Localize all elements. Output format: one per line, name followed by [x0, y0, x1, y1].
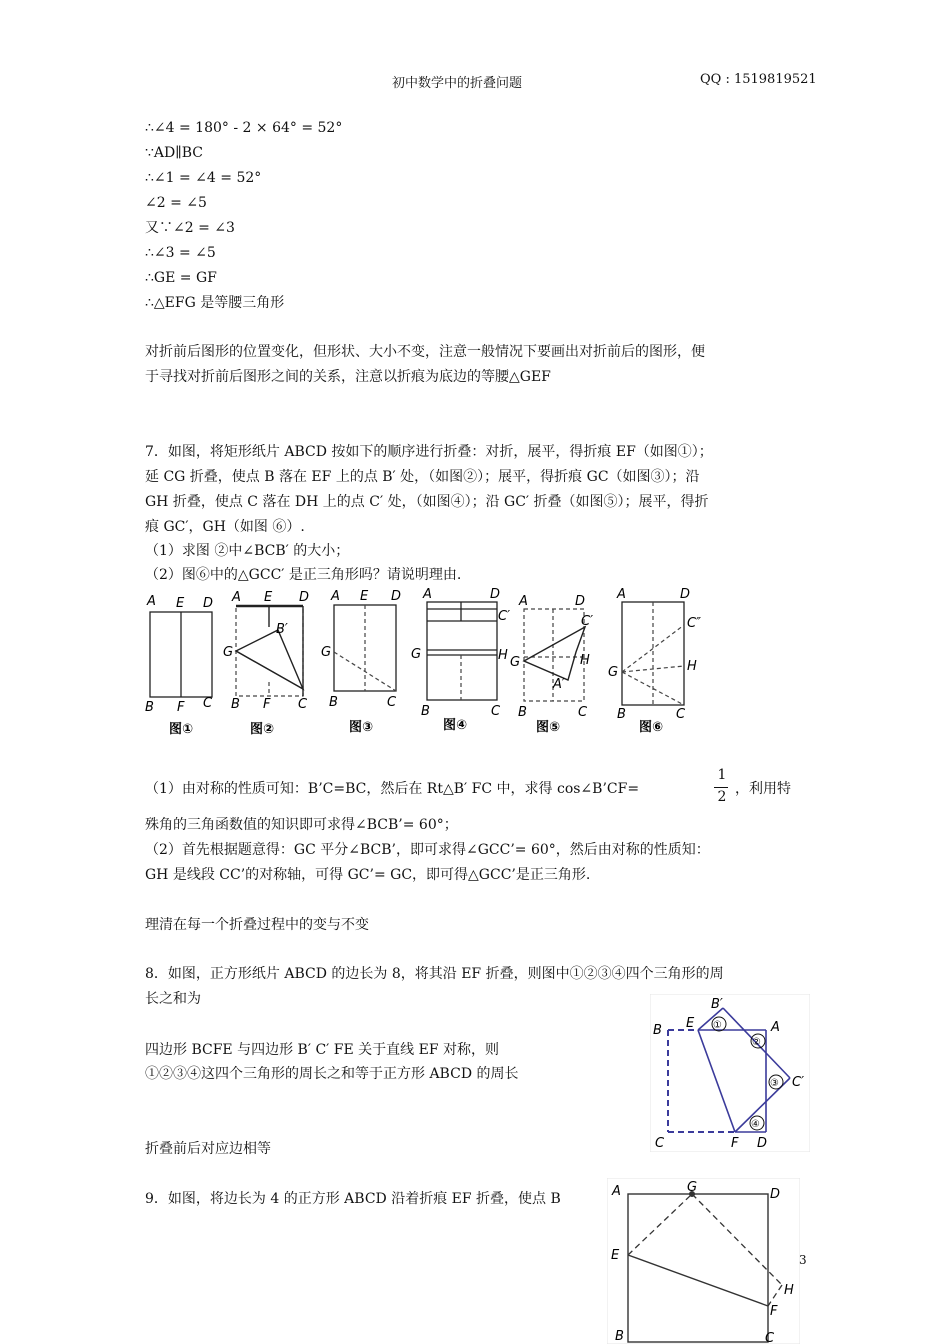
figure-caption: 图④: [443, 718, 468, 733]
point-label: C: [203, 696, 213, 711]
point-label: C″: [687, 616, 701, 631]
point-label: A: [617, 587, 626, 602]
point-label: A: [519, 594, 528, 609]
text-line: 延 CG 折叠，使点 B 落在 EF 上的点 B′ 处，（如图②）；展平，得折痕 GC（如图③）；沿: [145, 469, 700, 485]
circled-number: ①: [713, 1020, 722, 1031]
point-label: G: [510, 655, 521, 670]
point-label: D: [680, 587, 691, 602]
point-label: G: [223, 645, 234, 660]
square-fold-figure: [650, 994, 810, 1152]
point-label: H: [498, 648, 508, 663]
point-label: B: [518, 705, 527, 720]
text-line: （2）图⑥中的△GCC′ 是正三角形吗？请说明理由.: [145, 567, 462, 583]
point-label: G: [411, 647, 422, 662]
point-label: F: [731, 1136, 739, 1151]
text-line: ∵AD∥BC: [145, 145, 203, 161]
circled-number: ③: [770, 1078, 779, 1089]
point-label: C: [676, 707, 686, 722]
text-line: ∴GE = GF: [145, 270, 217, 286]
point-label: E: [360, 589, 369, 604]
text-line: 对折前后图形的位置变化，但形状、大小不变，注意一般情况下要画出对折前后的图形，便: [145, 344, 705, 360]
text-line: ∴△EFG 是等腰三角形: [145, 295, 285, 311]
point-label: C: [491, 704, 501, 719]
circled-number: ②: [752, 1037, 761, 1048]
point-label: B: [617, 707, 626, 722]
point-label: C′: [498, 609, 511, 624]
circled-number: ④: [751, 1119, 760, 1130]
page-number: 3: [799, 1253, 807, 1267]
text-line: 殊角的三角函数值的知识即可求得∠BCB’= 60°；: [145, 817, 458, 833]
point-label: D: [757, 1136, 768, 1151]
point-label: C′: [581, 614, 594, 629]
point-label: C: [765, 1331, 775, 1344]
point-label: C: [298, 697, 308, 712]
fraction-numerator: 1: [717, 767, 727, 783]
text-line: ∴∠4 = 180° - 2 × 64° = 52°: [145, 120, 343, 136]
point-label: B: [145, 700, 154, 715]
square-fold-figure-9: [607, 1178, 800, 1344]
point-label: E: [264, 590, 273, 605]
text-line: ①②③④这四个三角形的周长之和等于正方形 ABCD 的周长: [145, 1066, 519, 1082]
point-label: F: [770, 1304, 778, 1319]
text-line: ∴∠1 = ∠4 = 52°: [145, 170, 262, 186]
point-label: D: [575, 594, 586, 609]
text-line: 理清在每一个折叠过程中的变与不变: [145, 917, 369, 933]
fraction-bar: [714, 787, 728, 788]
text-line: GH 折叠，使点 C 落在 DH 上的点 C′ 处，（如图④）；沿 GC′ 折叠（如图⑤）；展平，得折: [145, 494, 709, 510]
point-label: A: [232, 590, 241, 605]
point-label: G: [687, 1180, 698, 1195]
text-line: 折叠前后对应边相等: [145, 1141, 271, 1157]
text-line: （1）由对称的性质可知：B’C=BC，然后在 Rt△B′ FC 中，求得 cos∠B’CF=: [145, 781, 640, 797]
text-line: 于寻找对折前后图形之间的关系，注意以折痕为底边的等腰△GEF: [145, 369, 551, 385]
point-label: B: [421, 704, 430, 719]
point-label: C: [578, 705, 588, 720]
point-label: D: [770, 1187, 781, 1202]
text-line: （1）求图 ②中∠BCB′ 的大小；: [145, 543, 350, 559]
point-label: B: [231, 697, 240, 712]
point-label: C: [387, 695, 397, 710]
point-label: G: [608, 665, 619, 680]
text-line: GH 是线段 CC’的对称轴，可得 GC’= GC，即可得△GCC’是正三角形.: [145, 867, 591, 883]
point-label: D: [203, 596, 214, 611]
header-title: 初中数学中的折叠问题: [392, 76, 523, 91]
point-label: H: [580, 653, 590, 668]
figure-caption: 图③: [349, 720, 374, 735]
point-label: B: [615, 1329, 624, 1344]
figure-caption: 图①: [169, 722, 194, 737]
text-line: （2）首先根据题意得：GC 平分∠BCB’，即可求得∠GCC’= 60°，然后由对称的性质知：: [145, 842, 710, 858]
figure-caption: 图②: [250, 722, 275, 737]
text-line: 8．如图，正方形纸片 ABCD 的边长为 8，将其沿 EF 折叠，则图中①②③④四个三角形的周: [145, 966, 724, 982]
fold-sequence-figure: [143, 587, 705, 739]
point-label: D: [391, 589, 402, 604]
point-label: G: [321, 645, 332, 660]
point-label: E: [176, 596, 185, 611]
text-line: ，利用特: [735, 781, 791, 797]
text-line: 长之和为: [145, 991, 201, 1007]
text-line: 四边形 BCFE 与四边形 B′ C′ FE 关于直线 EF 对称，则: [145, 1042, 500, 1058]
point-label: E: [686, 1016, 695, 1031]
point-label: A: [147, 594, 156, 609]
point-label: B′: [711, 997, 723, 1012]
figure-caption: 图⑥: [639, 720, 664, 735]
point-label: C: [655, 1136, 665, 1151]
header-qq: QQ : 1519819521: [700, 72, 817, 87]
point-label: F: [177, 700, 185, 715]
point-label: B′: [276, 622, 288, 637]
text-line: 又∵∠2 = ∠3: [145, 220, 235, 236]
point-label: H: [784, 1283, 794, 1298]
point-label: F: [263, 697, 271, 712]
point-label: A: [331, 589, 340, 604]
point-label: A′: [553, 677, 565, 692]
text-line: 9．如图，将边长为 4 的正方形 ABCD 沿着折痕 EF 折叠，使点 B: [145, 1191, 561, 1207]
point-label: D: [490, 587, 501, 602]
text-line: 痕 GC′，GH（如图 ⑥）.: [145, 519, 305, 535]
point-label: E: [611, 1248, 620, 1263]
text-line: 7．如图，将矩形纸片 ABCD 按如下的顺序进行折叠：对折，展平，得折痕 EF（如图①）；: [145, 444, 713, 460]
point-label: A: [423, 587, 432, 602]
fraction-denominator: 2: [717, 789, 727, 805]
figure-caption: 图⑤: [536, 720, 561, 735]
point-label: B: [329, 695, 338, 710]
point-label: B: [653, 1023, 662, 1038]
text-line: ∠2 = ∠5: [145, 195, 207, 211]
point-label: C′: [792, 1075, 805, 1090]
point-label: A: [771, 1020, 780, 1035]
point-label: H: [687, 659, 697, 674]
point-label: A: [612, 1184, 621, 1199]
point-label: D: [299, 590, 310, 605]
text-line: ∴∠3 = ∠5: [145, 245, 216, 261]
